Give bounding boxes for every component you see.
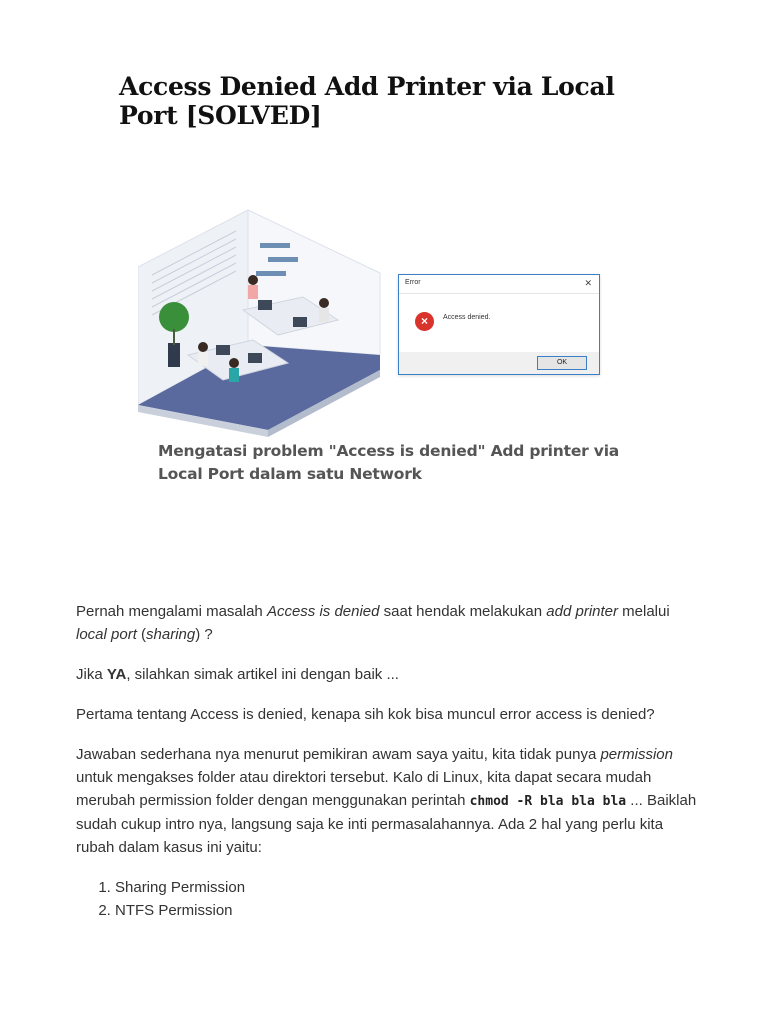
dialog-titlebar [399,275,599,294]
plant [159,302,189,332]
bold-text: YA [106,666,127,683]
ok-button: OK [537,356,587,370]
emphasis: add printer [546,603,618,620]
close-icon: ✕ [584,278,592,288]
text: saat hendak melakukan [379,603,547,620]
text: ... Baiklah sudah cukup intro nya, langsung saja ke inti permasalahannya. Ada 2 hal yang perlu kita rubah dalam kasus ini yaitu: [76,792,697,856]
plant-pot [168,343,180,367]
text: Pernah mengalami masalah [76,603,267,620]
back-wall [248,210,380,355]
text: Jawaban sederhana nya menurut pemikiran awam saya yaitu, kita tidak punya [76,746,601,763]
text: ) ? [195,626,213,643]
emphasis: permission [600,746,673,763]
paragraph-answer [76,743,700,859]
emphasis: sharing [146,626,196,643]
error-dialog [398,274,600,375]
monitor [293,317,307,327]
dialog-message: Access denied. [443,314,491,321]
dialog-title: Error [405,279,421,286]
hero-image [138,205,640,501]
monitor [248,353,262,363]
paragraph-intro [76,600,700,646]
error-icon: × [415,312,434,331]
article-title: Access Denied Add Printer via Local Port [SOLVED] [119,72,615,130]
paragraph-first: Pertama tentang Access is denied, kenapa sih kok bisa muncul error access is denied? [76,706,655,723]
text: Jika [76,666,107,683]
text: untuk mengakses folder atau direktori tersebut. Kalo di Linux, kita dapat secara mudah merubah permission folder dengan menggunakan perintah [76,769,652,809]
text: , silahkan simak artikel ini dengan baik ... [126,666,399,683]
hero-caption: Mengatasi problem "Access is denied" Add printer via Local Port dalam satu Network [158,442,620,483]
list-item: 1. Sharing Permission [115,876,700,899]
permission-list [76,876,700,922]
text: melalui [618,603,670,620]
emphasis: local port [76,626,137,643]
monitor [216,345,230,355]
emphasis: Access is denied [266,603,380,620]
monitor [258,300,272,310]
text: ( [136,626,147,643]
inline-code: chmod -R bla bla bla [469,794,627,809]
paragraph-question [76,663,700,686]
dialog-body [399,294,599,354]
article-body [76,600,700,922]
list-item: 2. NTFS Permission [115,899,700,922]
dialog-footer [399,352,599,374]
